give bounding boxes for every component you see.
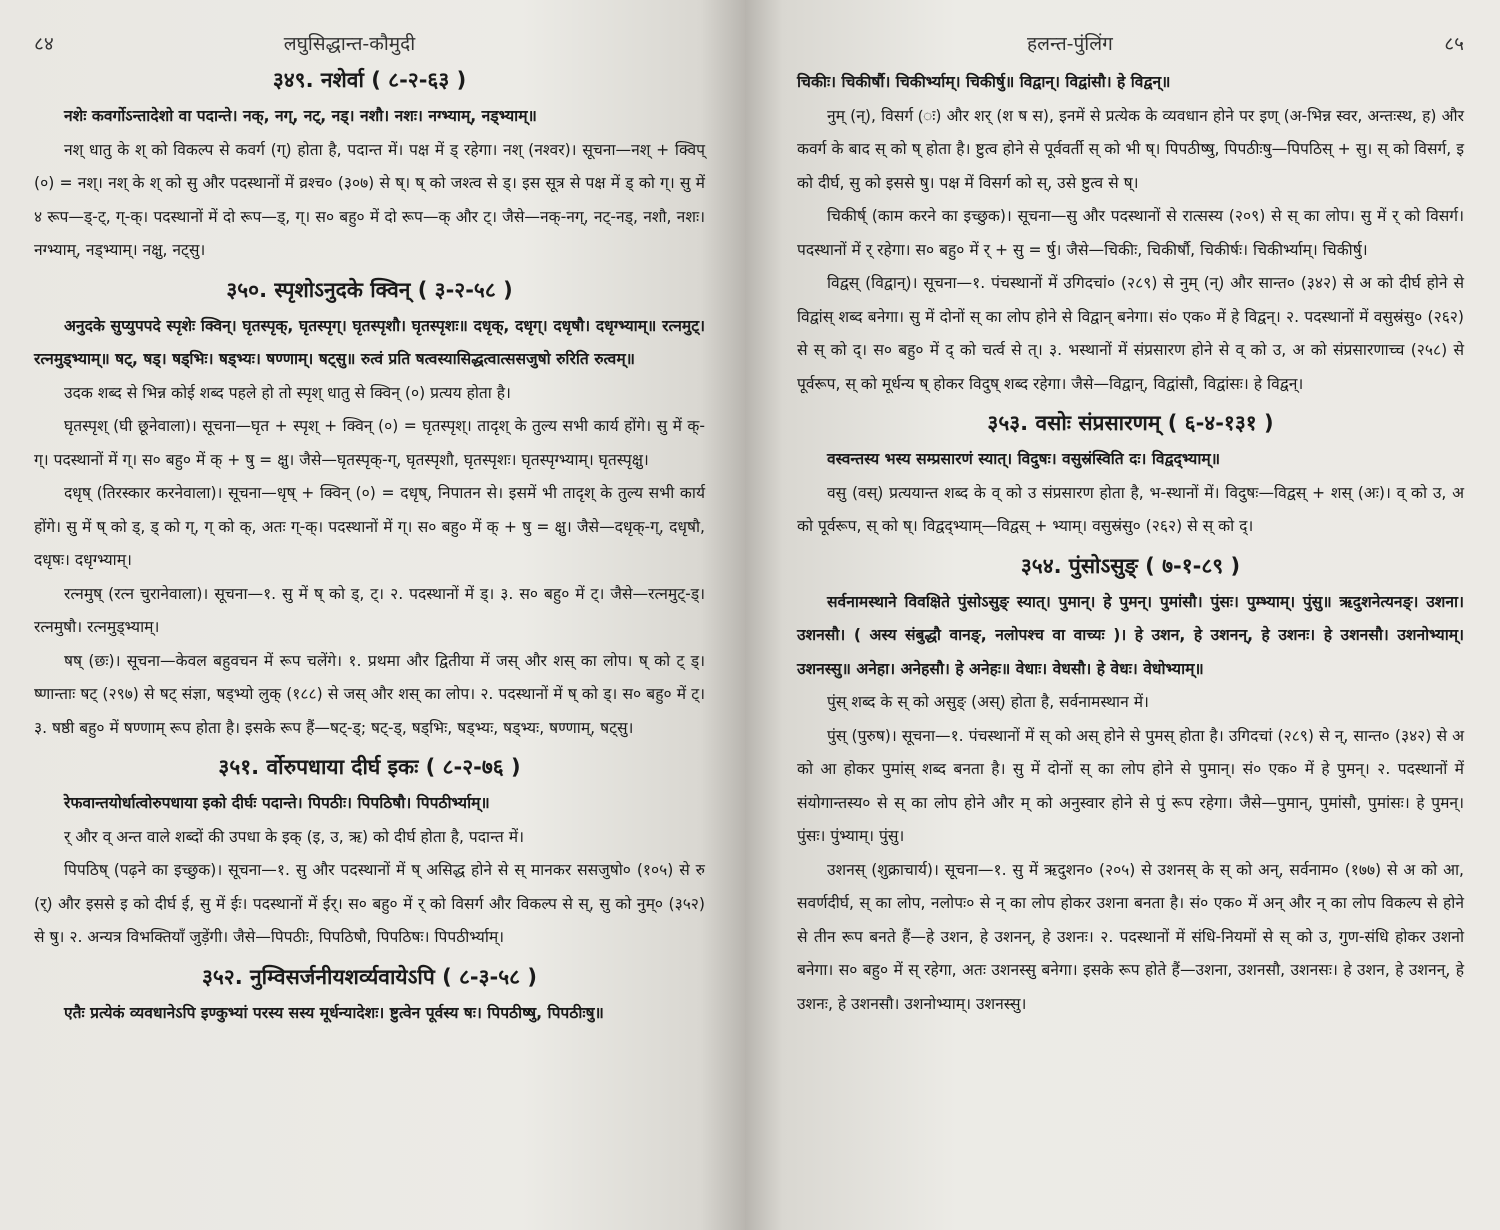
commentary-paragraph: र् और व् अन्त वाले शब्दों की उपधा के इक् (इ, उ, ऋ) को दीर्घ होता है, पदान्त में।: [64, 827, 524, 846]
commentary-paragraph: उशनस् (शुक्राचार्य)। सूचना—१. सु में ऋदुशन० (२०५) से उशनस् के स् को अन्, सर्वनाम० (१७७) से अ को आ, सवर्णदीर्घ, स् का लोप, नलोपः० से न् का लोप होकर उशना बनता है। सं० एक० में अन् और न् का लोप विकल्प से होने से तीन रूप बनते हैं—हे उशन, हे उशनन्, हे उशनः। २. पदस्थानों में संधि-नियमों से स् को उ, गुण-संधि होकर उशनो बनेगा। स० बहु० में स् रहेगा, अतः उशनस्सु बनेगा। इसके रूप होते हैं—उशना, उशनसौ, उशनसः। हे उशन, हे उशनन्, हे उशनः, हे उशनसौ। उशनोभ्याम्। उशनस्सु।: [797, 860, 1464, 1013]
right-page-body: [797, 66, 1464, 1021]
right-page: [745, 0, 1500, 1230]
vritti-paragraph: अनुदके सुप्युपपदे स्पृशेः क्विन्। घृतस्पृक्, घृतस्पृग्। घृतस्पृशौ। घृतस्पृशः॥ दधृक्, दधृग्। दधृषौ। दधृग्भ्याम्॥ रत्नमुट्। रत्नमुड्भ्याम्॥ षट्, षड्। षड्भिः। षड्भ्यः। षण्णाम्। षट्सु॥ रुत्वं प्रति षत्वस्यासिद्धत्वात्ससजुषो रुरिति रुत्वम्॥: [34, 316, 705, 368]
sutra-heading: ३५३. वसोः संप्रसारणम् ( ६-४-१३१ ): [987, 411, 1274, 435]
commentary-paragraph: रत्नमुष् (रत्न चुरानेवाला)। सूचना—१. सु में ष् को ड्, ट्। २. पदस्थानों में ड्। ३. स० बहु० में ट्। जैसे—रत्नमुट्-ड्। रत्नमुषौ। रत्नमुड्भ्याम्।: [34, 584, 705, 636]
left-running-title: लघुसिद्धान्त-कौमुदी: [283, 33, 416, 55]
commentary-paragraph: नश् धातु के श् को विकल्प से कवर्ग (ग्) होता है, पदान्त में। पक्ष में ड् रहेगा। नश् (नश्वर)। सूचना—नश् + क्विप् (०) = नश्। नश् के श् को सु और पदस्थानों में व्रश्च० (३०७) से ष्। ष् को जश्त्व से ड्। इस सूत्र से पक्ष में ड् को ग्। सु में ४ रूप—ड्-ट्, ग्-क्। पदस्थानों में दो रूप—ड्, ग्। स० बहु० में दो रूप—क् और ट्। जैसे—नक्-नग्, नट्-नड्, नशौ, नशः। नग्भ्याम्, नड्भ्याम्। नक्षु, नट्सु।: [34, 140, 705, 259]
commentary-paragraph: षष् (छः)। सूचना—केवल बहुवचन में रूप चलेंगे। १. प्रथमा और द्वितीया में जस् और शस् का लोप। ष् को ट् ड्। ष्णान्ताः षट् (२९७) से षट् संज्ञा, षड्भ्यो लुक् (१८८) से जस् और शस् का लोप। २. पदस्थानों में ष् को ड्। स० बहु० में ट्। ३. षष्ठी बहु० में षण्णाम् रूप होता है। इसके रूप हैं—षट्-ड्; षट्-ड्, षड्भिः, षड्भ्यः, षड्भ्यः, षण्णाम्, षट्सु।: [34, 651, 705, 737]
sutra-heading: ३५१. र्वोरुपधाया दीर्घ इकः ( ८-२-७६ ): [218, 755, 521, 779]
vritti-paragraph: रेफवान्तयोर्धात्वोरुपधाया इको दीर्घः पदान्ते। पिपठीः। पिपठिषौ। पिपठीर्भ्याम्॥: [64, 794, 490, 812]
sutra-heading: ३५२. नुम्विसर्जनीयशर्व्यवायेऽपि ( ८-३-५८ ): [201, 964, 538, 989]
commentary-paragraph: नुम् (न्), विसर्ग (ः) और शर् (श ष स), इनमें से प्रत्येक के व्यवधान होने पर इण् (अ-भिन्न स्वर, अन्तःस्थ, ह) और कवर्ग के बाद स् को ष् होता है। ष्टुत्व होने से पूर्ववर्ती स् को भी ष्। पिपठीष्षु, पिपठीःषु—पिपठिस् + सु। स् को विसर्ग, इ को दीर्घ, सु को इससे षु। पक्ष में विसर्ग को स्, उसे ष्टुत्व से ष्।: [797, 106, 1464, 192]
sutra-heading: ३५०. स्पृशोऽनुदके क्विन् ( ३-२-५८ ): [226, 277, 513, 302]
right-running-title: हलन्त-पुंलिंग: [1027, 33, 1113, 55]
commentary-paragraph: वसु (वस्) प्रत्ययान्त शब्द के व् को उ संप्रसारण होता है, भ-स्थानों में। विदुषः—विद्वस् + शस् (अः)। व् को उ, अ को पूर्वरूप, स् को ष्। विद्वद्भ्याम्—विद्वस् + भ्याम्। वसुस्रंसु० (२६२) से स् को द्।: [797, 483, 1464, 535]
left-page-number: ८४: [34, 33, 54, 55]
vritti-paragraph: वस्वन्तस्य भस्य सम्प्रसारणं स्यात्। विदुषः। वसुस्रंस्विति दः। विद्वद्भ्याम्॥: [827, 450, 1221, 468]
commentary-paragraph: पुंस् शब्द के स् को असुङ् (अस्) होता है, सर्वनामस्थान में।: [827, 693, 1149, 711]
left-page: [0, 0, 745, 1230]
left-page-body: [34, 66, 705, 1030]
right-running-head: [797, 30, 1464, 56]
vritti-paragraph: सर्वनामस्थाने विवक्षिते पुंसोऽसुङ् स्यात्। पुमान्। हे पुमन्। पुमांसौ। पुंसः। पुम्भ्याम्। पुंसु॥ ऋदुशनेत्यनङ्। उशना। उशनसौ। ( अस्य संबुद्धौ वानङ्, नलोपश्च वा वाच्यः )। हे उशन, हे उशनन्, हे उशनः। हे उशनसौ। उशनोभ्याम्। उशनस्सु॥ अनेहा। अनेहसौ। हे अनेहः॥ वेधाः। वेधसौ। हे वेधः। वेधोभ्याम्॥: [797, 592, 1464, 678]
commentary-paragraph: दधृष् (तिरस्कार करनेवाला)। सूचना—धृष् + क्विन् (०) = दधृष्, निपातन से। इसमें भी तादृश् के तुल्य सभी कार्य होंगे। सु में ष् को ड्, ड् को ग्, ग् को क्, अतः ग्-क्। पदस्थानों में ग्। स० बहु० में क् + षु = क्षु। जैसे—दधृक्-ग्, दधृषौ, दधृषः। दधृग्भ्याम्।: [34, 484, 705, 569]
vritti-paragraph: चिकीः। चिकीर्षौ। चिकीर्भ्याम्। चिकीर्षु॥ विद्वान्। विद्वांसौ। हे विद्वन्॥: [797, 73, 1171, 91]
commentary-paragraph: विद्वस् (विद्वान्)। सूचना—१. पंचस्थानों में उगिदचां० (२८९) से नुम् (न्) और सान्त० (३४२) से अ को दीर्घ होने से विद्वांस् शब्द बनेगा। सु में दोनों स् का लोप होने से विद्वान् बनेगा। सं० एक० में हे विद्वन्। २. पदस्थानों में वसुस्रंसु० (२६२) से स् को द्। स० बहु० में द् को चर्त्व से त्। ३. भस्थानों में संप्रसारण होने से व् को उ, अ को संप्रसारणाच्च (२५८) से पूर्वरूप, स् को मूर्धन्य ष् होकर विदुष् शब्द रहेगा। जैसे—विद्वान्, विद्वांसौ, विद्वांसः। हे विद्वन्।: [797, 274, 1464, 393]
commentary-paragraph: चिकीर्ष् (काम करने का इच्छुक)। सूचना—सु और पदस्थानों से रात्सस्य (२०९) से स् का लोप। सु में र् को विसर्ग। पदस्थानों में र् रहेगा। स० बहु० में र् + सु = र्षु। जैसे—चिकीः, चिकीर्षौ, चिकीर्षः। चिकीर्भ्याम्। चिकीर्षु।: [797, 207, 1464, 259]
commentary-paragraph: घृतस्पृश् (घी छूनेवाला)। सूचना—घृत + स्पृश् + क्विन् (०) = घृतस्पृश्। तादृश् के तुल्य सभी कार्य होंगे। सु में क्-ग्। पदस्थानों में ग्। स० बहु० में क् + षु = क्षु। जैसे—घृतस्पृक्-ग्, घृतस्पृशौ, घृतस्पृशः। घृतस्पृग्भ्याम्। घृतस्पृक्षु।: [34, 417, 705, 469]
commentary-paragraph: उदक शब्द से भिन्न कोई शब्द पहले हो तो स्पृश् धातु से क्विन् (०) प्रत्यय होता है।: [64, 383, 511, 402]
left-running-head: [34, 30, 705, 56]
commentary-paragraph: पुंस् (पुरुष)। सूचना—१. पंचस्थानों में स् को अस् होने से पुमस् होता है। उगिदचां (२८९) से न्, सान्त० (३४२) से अ को आ होकर पुमांस् शब्द बनता है। सु में दोनों स् का लोप होने से पुमान्। सं० एक० में हे पुमन्। २. पदस्थानों में संयोगान्तस्य० से स् का लोप होने और म् को अनुस्वार होने से पुं रूप रहेगा। जैसे—पुमान्, पुमांसौ, पुमांसः। हे पुमन्। पुंसः। पुंभ्याम्। पुंसु।: [797, 726, 1464, 845]
sutra-heading: ३५४. पुंसोऽसुङ् ( ७-१-८९ ): [1020, 553, 1241, 578]
commentary-paragraph: पिपठिष् (पढ़ने का इच्छुक)। सूचना—१. सु और पदस्थानों में ष् असिद्ध होने से स् मानकर ससजुषो० (१०५) से रु (र्) और इससे इ को दीर्घ ई, सु में ईः। पदस्थानों में ईर्। स० बहु० में र् को विसर्ग और विकल्प से स्, सु को नुम्० (३५२) से षु। २. अन्यत्र विभक्तियाँ जुड़ेंगी। जैसे—पिपठीः, पिपठिषौ, पिपठिषः। पिपठीर्भ्याम्।: [34, 861, 705, 946]
vritti-paragraph: नशेः कवर्गोऽन्तादेशो वा पदान्ते। नक्, नग्, नट्, नड्। नशौ। नशः। नग्भ्याम्, नड्भ्याम्॥: [64, 107, 537, 125]
vritti-paragraph: एतैः प्रत्येकं व्यवधानेऽपि इण्कुभ्यां परस्य सस्य मूर्धन्यादेशः। ष्टुत्वेन पूर्वस्य षः। पिपठीष्षु, पिपठीःषु॥: [64, 1003, 604, 1022]
right-page-number: ८५: [1444, 33, 1464, 55]
sutra-heading: ३४९. नशेर्वा ( ८-२-६३ ): [272, 68, 467, 92]
